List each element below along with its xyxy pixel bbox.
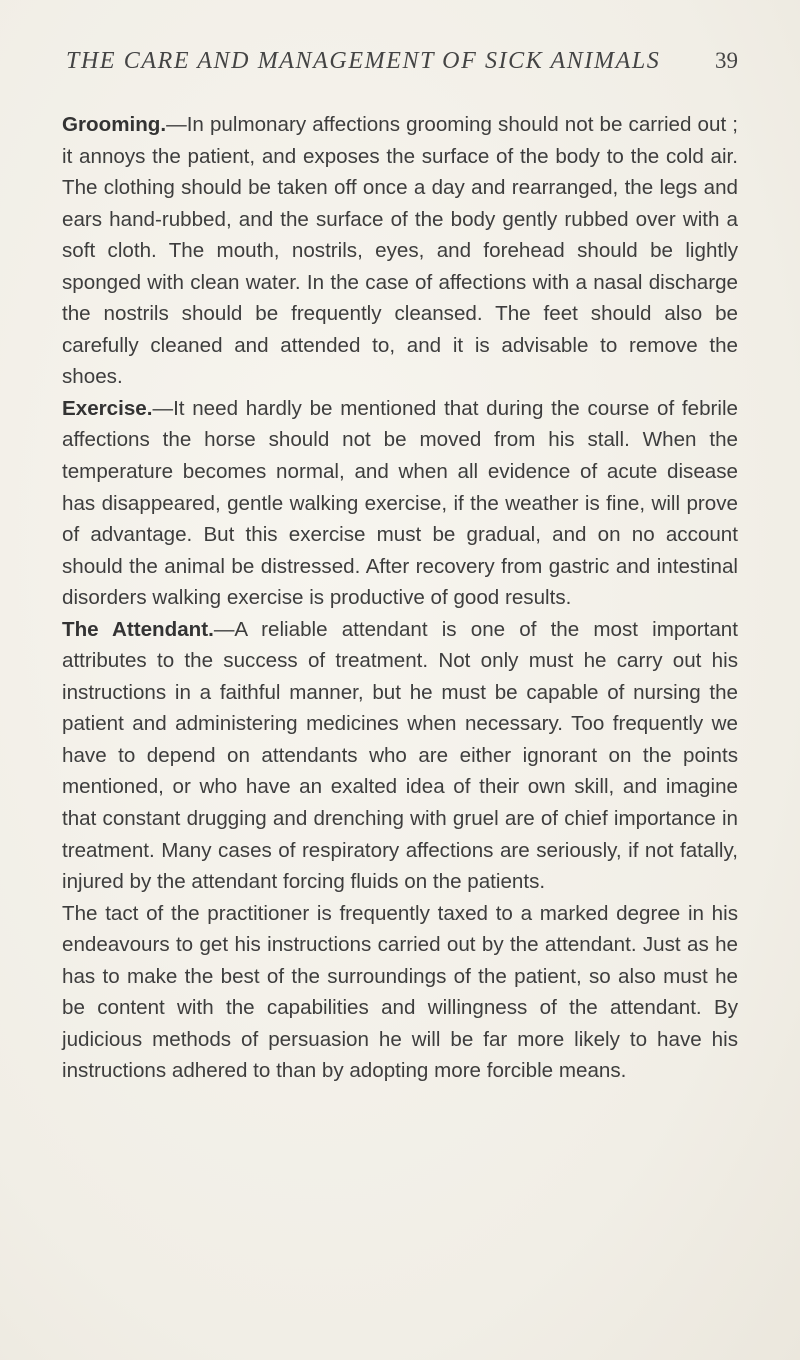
paragraph-tact (62, 898, 738, 1087)
page-number: 39 (715, 48, 738, 73)
running-title: THE CARE AND MANAGEMENT OF SICK ANIMALS (66, 48, 661, 74)
section-heading-attendant: The Attendant. (62, 617, 214, 641)
paragraph-text: The tact of the practitioner is frequently taxed to a marked degree in his endeavours to get his instructions carried out by the attendant. Just as he has to make the best of the surroundings of the patient, so also must he be content with the capabilities and willingness of the attendant. By judicious methods of persuasion he will be far more likely to have his instructions adhered to than by adopting more forcible means. (62, 901, 738, 1083)
paragraph-attendant (62, 614, 738, 898)
paragraph-exercise (62, 393, 738, 614)
section-heading-exercise: Exercise. (62, 396, 153, 420)
paragraph-grooming (62, 109, 738, 393)
paragraph-text: —It need hardly be mentioned that during the course of febrile affections the horse should not be moved from his stall. When the temperature becomes normal, and when all evidence of acute disease has disappeared, gentle walking exercise, if the weather is fine, will prove of advantage. But this exercise must be gradual, and on no account should the animal be distressed. After recovery from gastric and intestinal disorders walking exercise is productive of good results. (62, 396, 738, 610)
paragraph-text: —In pulmonary affections grooming should not be carried out ; it annoys the patient, and exposes the surface of the body to the cold air. The clothing should be taken off once a day and rearranged, the legs and ears hand-rubbed, and the surface of the body gently rubbed over with a soft cloth. The mouth, nostrils, eyes, and forehead should be lightly sponged with clean water. In the case of affections with a nasal discharge the nostrils should be frequently cleansed. The feet should also be carefully cleaned and attended to, and it is advisable to remove the shoes. (62, 113, 738, 389)
section-heading-grooming: Grooming. (62, 113, 167, 136)
paragraph-text: —A reliable attendant is one of the most important attributes to the success of treatment. Not only must he carry out his instructions in a faithful manner, but he must be capable of nursing the patient and administering medicines when necessary. Too frequently we have to depend on attendants who are either ignorant on the points mentioned, or who have an exalted idea of their own skill, and imagine that constant drugging and drenching with gruel are of chief importance in treatment. Many cases of respiratory affections are seriously, if not fatally, injured by the attendant forcing fluids on the patients. (62, 617, 738, 894)
running-head (62, 48, 738, 78)
body-text (62, 109, 738, 1087)
